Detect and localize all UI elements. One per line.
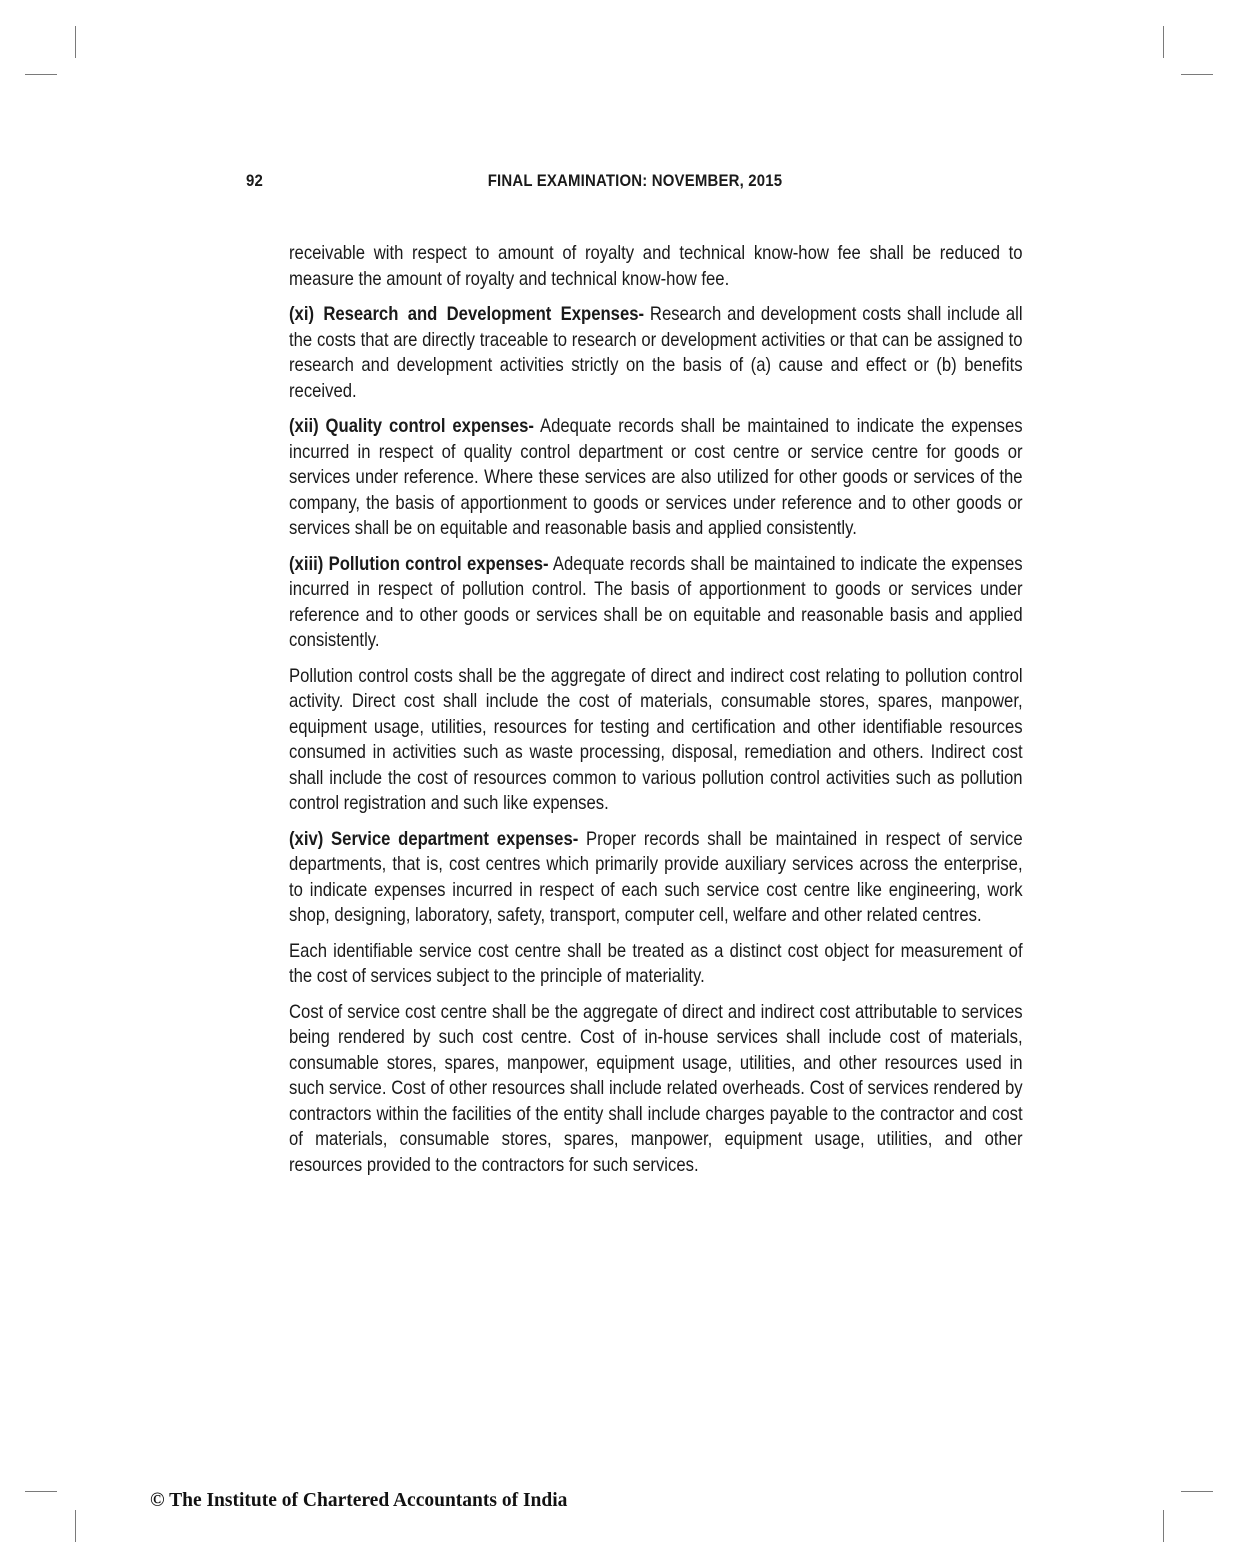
crop-mark-top-left-horizontal — [25, 74, 57, 75]
crop-mark-top-right-vertical — [1163, 26, 1164, 58]
crop-mark-bottom-right-vertical — [1163, 1510, 1164, 1542]
paragraph-text: receivable with respect to amount of royalty and technical know-how fee shall be reduced to measure the amount of royalty and technical know-how fee. — [289, 242, 1023, 290]
paragraph-text: Cost of service cost centre shall be the aggregate of direct and indirect cost attributable to services being rendered by such cost centre. Cost of in-house services shall include cost of materials, consumable stores, spares, manpower, equipment usage, utilities, and other resources used in such service. Cost of other resources shall include related overheads. Cost of services rendered by contractors within the facilities of the entity shall include charges payable to the contractor and cost of materials, consumable stores, spares, manpower, equipment usage, utilities, and other resources provided to the contractors for such services. — [289, 1000, 1023, 1176]
paragraph — [289, 241, 1023, 292]
paragraph — [289, 664, 1023, 817]
running-title: FINAL EXAMINATION: NOVEMBER, 2015 — [487, 171, 783, 190]
crop-mark-top-right-horizontal — [1181, 74, 1213, 75]
footer-copyright: © The Institute of Chartered Accountants of India — [150, 1490, 568, 1511]
paragraph-label: (xi) Research and Development Expenses- — [289, 303, 645, 325]
crop-mark-bottom-left-horizontal — [25, 1491, 57, 1492]
paragraph-label: (xii) Quality control expenses- — [289, 415, 534, 437]
paragraph-text: Each identifiable service cost centre shall be treated as a distinct cost object for measurement of the cost of services subject to the principle of materiality. — [289, 939, 1023, 987]
page-number: 92 — [246, 171, 263, 190]
paragraph-text: Pollution control costs shall be the aggregate of direct and indirect cost relating to pollution control activity. Direct cost shall include the cost of materials, consumable stores, spares, manpower, equipment usage, utilities, resources for testing and certification and other identifiable resources consumed in activities such as waste processing, disposal, remediation and others. Indirect cost shall include the cost of resources common to various pollution control activities such as pollution control registration and such like expenses. — [289, 664, 1023, 814]
paragraph-label: (xiv) Service department expenses- — [289, 827, 579, 850]
paragraph — [289, 1000, 1023, 1179]
paragraph-text: Proper records shall be maintained in respect of service departments, that is, cost centres which primarily provide auxiliary services across the enterprise, to indicate expenses incurred in respect of each such service cost centre like engineering, work shop, designing, laboratory, safety, transport, computer cell, welfare and other related centres. — [289, 827, 1023, 926]
paragraph-text: Adequate records shall be maintained to indicate the expenses incurred in respect of quality control department or cost centre or service centre for goods or services under reference. Where these services are also utilized for other goods or services of the company, the basis of apportionment to goods or services under reference and to other goods or services shall be on equitable and reasonable basis and applied consistently. — [289, 415, 1023, 539]
body-text — [289, 241, 1023, 1188]
page-header — [0, 171, 1238, 195]
paragraph-research-development — [289, 302, 1023, 404]
paragraph-text: Research and development costs shall include all the costs that are directly traceable to research or development activities or that can be assigned to research and development activities strictly on the basis of (a) cause and effect or (b) benefits received. — [289, 303, 1023, 402]
crop-mark-bottom-left-vertical — [75, 1510, 76, 1542]
paragraph-quality-control — [289, 414, 1023, 542]
crop-mark-bottom-right-horizontal — [1181, 1491, 1213, 1492]
paragraph — [289, 939, 1023, 990]
paragraph-pollution-control — [289, 552, 1023, 654]
paragraph-label: (xiii) Pollution control expenses- — [289, 552, 549, 575]
paragraph-service-department — [289, 827, 1023, 929]
crop-mark-top-left-vertical — [75, 26, 76, 58]
paragraph-text: Adequate records shall be maintained to indicate the expenses incurred in respect of pollution control. The basis of apportionment to goods or services under reference and to other goods or services shall be on equitable and reasonable basis and applied consistently. — [289, 552, 1023, 651]
